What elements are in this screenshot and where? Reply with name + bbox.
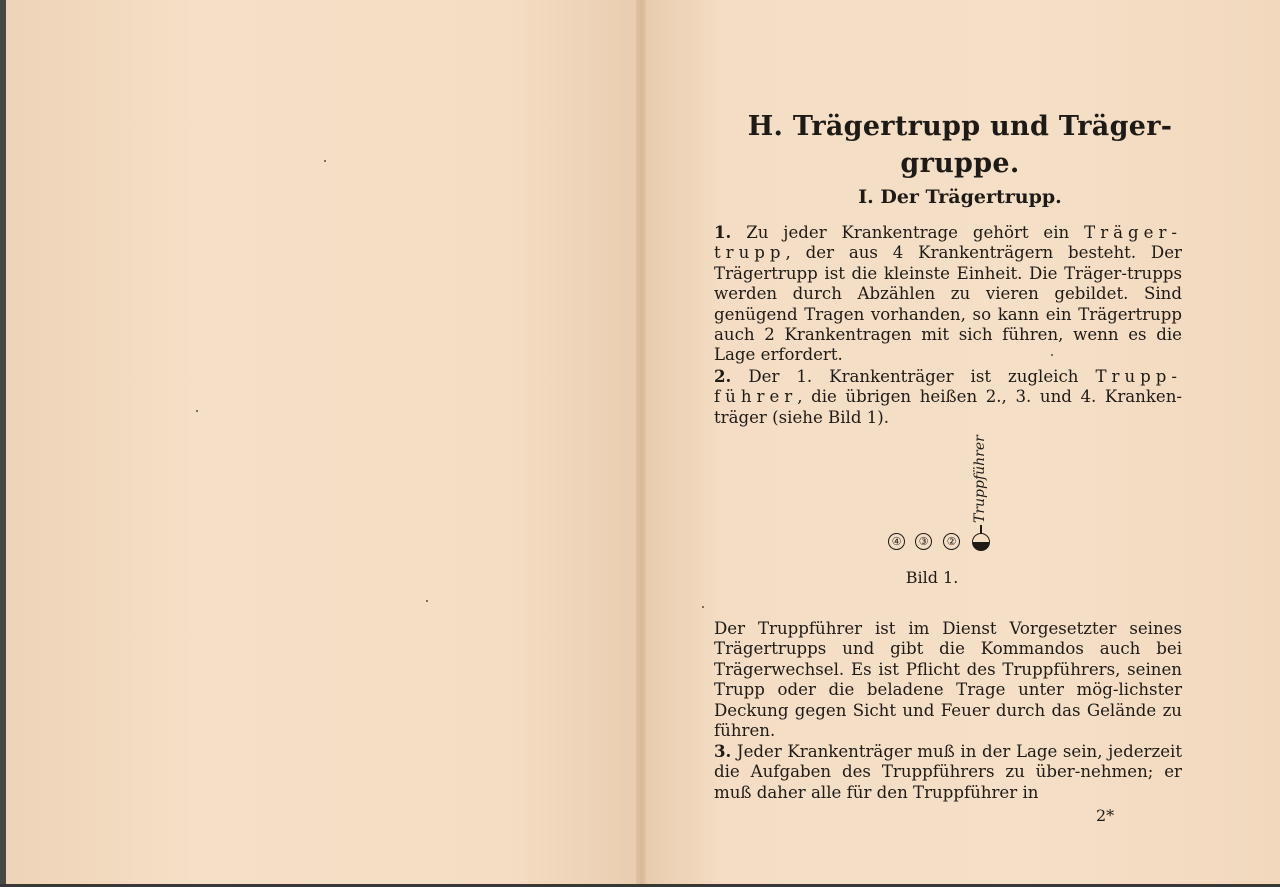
page-number: 2* bbox=[1096, 806, 1115, 825]
paragraph-number: 1. bbox=[714, 222, 732, 242]
paragraph-text: Zu jeder Krankentrage gehört ein bbox=[731, 223, 1085, 242]
paragraph-1 bbox=[714, 222, 1182, 366]
bearer-3-marker: ③ bbox=[915, 533, 932, 550]
paragraph-text: , der aus 4 Krankenträgern besteht. Der Trägertrupp ist die kleinste Einheit. Die Träger-trupps werden durch Abzählen zu vieren gebildet. Sind genügend Tragen vorhanden, so kann ein Trägertrupp auch 2 Krankentragen mit sich führen, wenn es die Lage erfordert. bbox=[714, 243, 1182, 365]
emphasized-term: Trupp-führer bbox=[714, 367, 1182, 407]
section-title: I. Der Trägertrupp. bbox=[858, 186, 1062, 208]
paragraph-2 bbox=[714, 366, 1182, 428]
bearer-4-marker: ④ bbox=[888, 533, 905, 550]
emphasized-term: Träger-trupp bbox=[714, 223, 1182, 263]
bearer-2-marker: ② bbox=[943, 533, 960, 550]
paragraph-number: 3. bbox=[714, 741, 732, 761]
page-title bbox=[720, 108, 1200, 182]
figure-bild-1 bbox=[880, 425, 1000, 555]
paragraph-text: , die übrigen heißen 2., 3. und 4. Kranken-träger (siehe Bild 1). bbox=[714, 387, 1182, 427]
left-page-blank bbox=[6, 0, 638, 885]
paragraph-4 bbox=[714, 741, 1182, 803]
paragraph-number: 2. bbox=[714, 366, 732, 386]
figure-caption: Bild 1. bbox=[905, 568, 959, 587]
paragraph-text: Jeder Krankenträger muß in der Lage sein, jederzeit die Aufgaben des Truppführers zu über-nehmen; er muß daher alle für den Truppführer in bbox=[714, 742, 1182, 802]
paragraph-text: Der 1. Krankenträger ist zugleich bbox=[731, 367, 1096, 386]
page-title-line2: gruppe. bbox=[900, 148, 1020, 179]
paragraph-3: Der Truppführer ist im Dienst Vorgesetzter seines Trägertrupps und gibt die Kommandos auch bei Trägerwechsel. Es ist Pflicht des Truppführers, seinen Trupp oder die beladene Trage unter mög-lichster Deckung gegen Sicht und Feuer durch das Gelände zu führen. bbox=[714, 619, 1182, 741]
leader-marker bbox=[972, 533, 990, 551]
page-title-line1: H. Trägertrupp und Träger- bbox=[747, 111, 1173, 142]
leader-label: Truppführer bbox=[972, 435, 988, 523]
